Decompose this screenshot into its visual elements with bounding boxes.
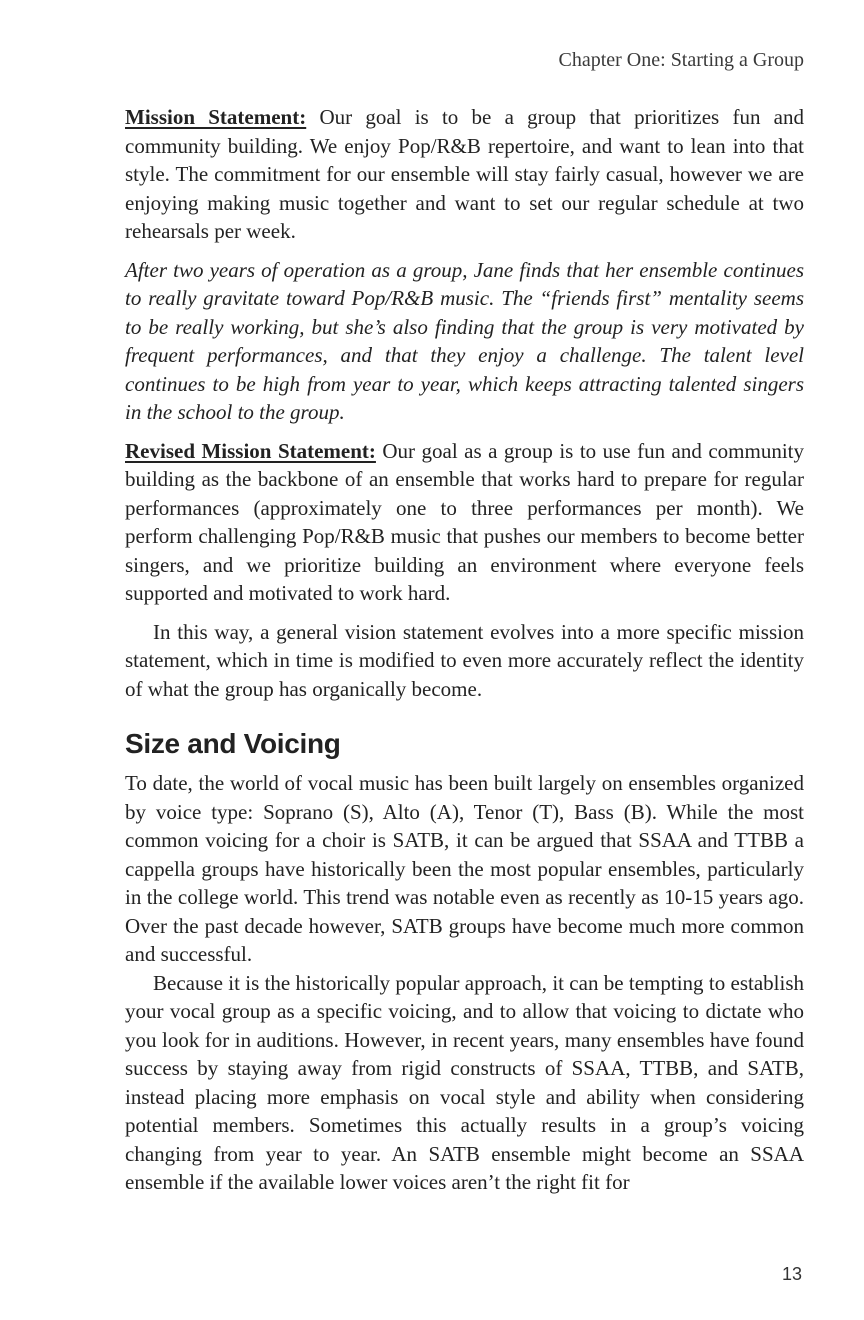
mission-statement-text: Our goal is to be a group that prioritizes fun and community building. We enjoy Pop/R&B repertoire, and want to lean into that style. The commitment for our ensemble will stay fairly casual, however we are enjoying making music together and want to set our regular schedule at two rehearsals per week. (125, 105, 805, 243)
page-number: 13 (781, 1264, 802, 1284)
size-voicing-paragraph-1: To date, the world of vocal music has been built largely on ensembles organized by voice type: Soprano (S), Alto (A), Tenor (T), Bass (B). While the most common voicing for a choir is SATB, it can be argued that SSAA and TTBB a cappella groups have historically been the most popular ensembles, particularly in the college world. This trend was notable even as recently as 10-15 years ago. Over the past decade however, SATB groups have become much more common and successful. (125, 771, 804, 966)
revised-mission-statement-paragraph (125, 437, 804, 608)
mission-statement-label: Mission Statement: (125, 105, 307, 129)
example-note-paragraph: After two years of operation as a group, Jane finds that her ensemble continues to really gravitate toward Pop/R&B music. The “friends first” mentality seems to be really working, but she’s also finding that the group is very motivated by frequent performances, and that they enjoy a challenge. The talent level continues to be high from year to year, which keeps attracting talented singers in the school to the group. (125, 257, 804, 424)
vision-paragraph: In this way, a general vision statement evolves into a more specific mission statement, which in time is modified to even more accurately reflect the identity of what the group has organically become. (125, 619, 804, 701)
body-text (125, 103, 804, 1197)
mission-statement-paragraph (125, 103, 804, 246)
running-head: Chapter One: Starting a Group (558, 49, 804, 71)
revised-mission-statement-label: Revised Mission Statement: (125, 438, 376, 463)
revised-mission-statement-text: Our goal as a group is to use fun and community building as the backbone of an ensemble that works hard to prepare for regular performances (approximately one to three performances per month). We perform challenging Pop/R&B music that pushes our members to become better singers, and we prioritize building an environment where everyone feels supported and motivated to work hard. (125, 438, 804, 605)
size-voicing-paragraph-2: Because it is the historically popular approach, it can be tempting to establish your vocal group as a specific voicing, and to allow that voicing to dictate who you look for in auditions. However, in recent years, many ensembles have found success by staying away from rigid constructs of SSAA, TTBB, and SATB, instead placing more emphasis on vocal style and ability when considering potential members. Sometimes this actually results in a group’s voicing changing from year to year. An SATB ensemble might become an SSAA ensemble if the available lower voices aren’t the right fit for (125, 970, 804, 1194)
section-heading: Size and Voicing (125, 728, 341, 759)
